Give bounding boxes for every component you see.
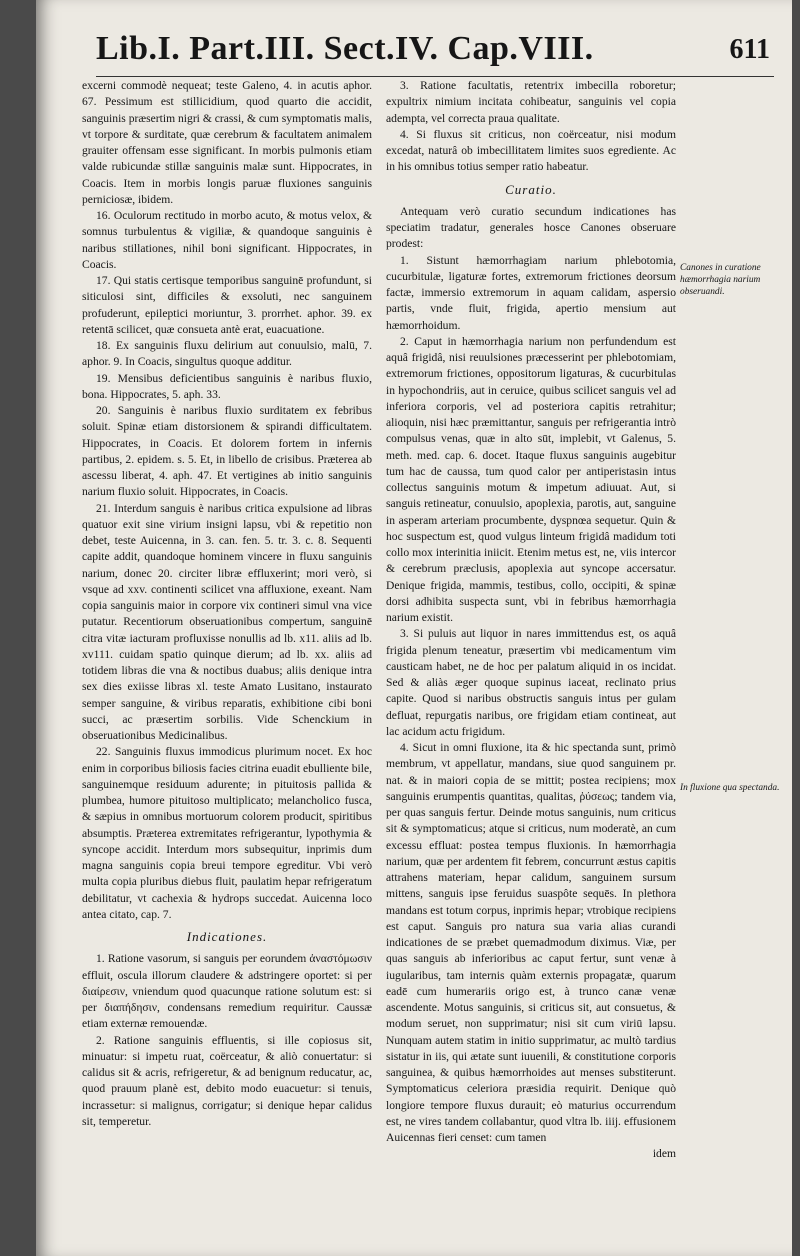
paragraph: excerni commodè nequeat; teste Galeno, 4. in acutis aphor. 67. Pessimum est stillicidium, quod quarto die accidit, sanguinis præsertim nigri & crassi, & cum symptomatis malis, vt torpore & surditate, quæ cerebrum & facultatem animalem grauiter offensam esse significant. In morbis pulmonis etiam valde rubicundæ stillæ sanguinis malæ sunt. Hippocrates, in Coacis. Item in morbis longis paruæ fluxiones sanguinis perniciosæ, ibidem. [82, 79, 372, 206]
paragraph: 1. Ratione vasorum, si sanguis per eorundem ἀναστόμωσιν effluit, oscula illorum claudere & adstringere oportet: si per διαίρεσιν, vniendum quod quacunque ratione solutum est: si per διαπήδησιν, condensans remedium requiritur. Caussæ etiam externæ remouendæ. [82, 952, 372, 1031]
paragraph: 1. Sistunt hæmorrhagiam narium phlebotomia, cucurbitulæ, ligaturæ fortes, extremorum frictiones deorsum factæ, immersio extremorum in aquam calidam, aspersio partis, vnde fluit, frigida, apertio mensium aut hæmorrhoidum. [386, 253, 676, 332]
paragraph: 4. Sicut in omni fluxione, ita & hic spectanda sunt, primò membrum, vt appellatur, mandans, siue quod sanguinem pr. nat. & in maiori copia de se mittit; postea recipiens; mox sanguinis erumpentis quantitas, qualitas, ῥύσεως; tandem via, per quas sanguis fertur. Deinde motus sanguinis, num criticus sit & symptomaticus; atque si criticus, num moderatè, an cum excessu effluat: postea tempus fluxionis. In hæmorrhagia narium, quæ per ardentem fit febrem, concurrunt æstus capitis attrahens materiam, hepar calidum, sanguinem sursum mittens, sanguis ipse feruidus suaspôte sequēs. In plethora mandans est totum corpus, inprimis hepar; vtrobique recipiens est caput. Sanguis pro natura sua varia alias curandi indicationes de se præbet quemadmodum diximus. Viæ, per quas sanguis ab inferioribus ac caput fertur, sunt venæ à iugularibus, tam internis quàm externis propagatæ, quarum eadē cum humerariis origo est, à trunco canæ venæ ascendente. Motus sanguinis, si criticus sit, aut consuetus, & modum seruet, non supprimatur; nisi sit cum viriū lapsu. Nunquam autem statim in initio supprimatur, ac multò tardius sistatur in iis, qui ætate sunt iuuenili, & constitutione corporis sanguinea, & quibus hæmorrhoides aut menses substiterunt. Symptomaticus celeriora præsidia requirit. Denique quò longiore tempore fluxus durauit; eò maturius occurrendum est, ne vires tandem collabantur, quod vltra lb. iiij. effusionem Auicennas fieri censet: cum tamen [386, 741, 676, 1144]
paragraph: 22. Sanguinis fluxus immodicus plurimum nocet. Ex hoc enim in corporibus biliosis facies citrina euadit ebulliente bile, sanguinemque residuum adurente; in pituitosis pallida & plumbea, humore pituitoso multiplicato; melancholico fusca, & sæpius in omnibus mortuorum colorem producit, spiritibus absumptis. Præterea extremitates refrigerantur, lypothymia & syncope accidit. Interdum mors subsequitur, inprimis dum magna sanguinis copia breui tempore egreditur. Vbi verò multa copia pluribus diebus fluit, paulatim hepar refrigeratum debilitatur, vt cachexia & hydrops succedat. Auicenna loco antea citato, cap. 7. [82, 745, 372, 921]
section-heading-curatio: Curatio. [505, 181, 557, 197]
paragraph: 19. Mensibus deficientibus sanguinis è naribus fluxio, bona. Hippocrates, 5. aph. 33. [82, 371, 372, 401]
running-header [96, 28, 774, 77]
paragraph: 3. Ratione facultatis, retentrix imbecilla roboretur; expultrix nimium incitata cohibeatur, sanguinis vel copia adempta, vel correcta praua qualitate. [386, 79, 676, 125]
margin-note-canones: Canones in curatione hæmorrhagia narium obseruandi. [680, 263, 761, 297]
paragraph: 20. Sanguinis è naribus fluxio surditatem ex febribus soluit. Spinæ etiam distorsionem & spirandi difficultatem. Hippocrates, in Coacis. Et dolorem fortem in infernis partibus, 2. epidem. s. 5. Et, in libello de crisibus. Præterea ab ascessu liberat, 4. aph. 47. Et vertigines ab initio sanguinis narium fluxio soluit. Hippocrates, in Coacis. [82, 404, 372, 499]
paragraph: 16. Oculorum rectitudo in morbo acuto, & motus velox, & somnus turbulentus & vigiliæ, & quandoque sanguinis è naribus stillationes, nihil boni significant. Hippocrates, in Coacis. [82, 209, 372, 271]
paragraph: 2. Caput in hæmorrhagia narium non perfundendum est aquâ frigidâ, nisi reuulsiones præcesserint per phlebotomiam, extremorum frictiones, oppositorum ligaturas, & cucurbitulas in hypochondriis, aut in ceruice, quibus scilicet sanguis vel ad inferiora corporis, vel ad posteriora capitis retrahitur; alioquin, nisi hæc præmittantur, sanguis per refrigerantia intrò compulsus venas, quæ in alto sūt, implebit, vt Galenus, 5. meth. med. cap. 6. docet. Itaque fluxus sanguinis augebitur tum hac de caussa, tum quod calor per antiperistasin intus collectus sanguinis motum & impetum adiuuat. Aut, si sanguis retineatur, conuulsio, apoplexia, parotis, aut, sanguine in asperam arteriam procumbente, dyspnœa sequetur. Quin & hoc suspectum est, quod vulgus linteum frigidâ madidum toti collo mox interinitia iniicit. Etenim metus est, ne, viis intercor & cerebrum præclusis, apoplexia aut syncope accersatur. Denique frigida, mammis, testibus, collo, occipiti, & spinæ dorsi adhibita suspecta sunt, vbi in febribus hæmorrhagia narium existit. [386, 334, 676, 624]
paragraph: 21. Interdum sanguis è naribus critica expulsione ad libras quatuor exit sine virium insigni lapsu, vbi & repetitio non debet, teste Auicenna, in 3. can. fen. 5. tr. 3. c. 8. Sequenti capite addit, quandoque hominem vincere in fluxu sanguinis narium, donec 20. circiter libræ effluxerint; mori verò, si vsque ad xxv. continenti scilicet vna affluxione, exeant. Nam copia sanguinis maior in corpore vix contineri simul vna vice putatur. Recentiorum obseruationibus compertum, sanguinē citra vitæ iacturam profluxisse nonullis ad lb. x11. aliis ad lb. xv111. cuidam spatio quinque dierum; ad lb. xx. aliis ad totidem libras die vna & noctibus duabus; aliis denique intra sex dies exiisse libras xl. teste Amato Lusitano, instaurato semper sanguine, & viribus reparatis, exhibitione cibi boni succi, ac præsertim sorbilis. Vide Schenckium in obseruationibus Medicinalibus. [82, 501, 372, 742]
page-number: 611 [729, 34, 770, 65]
section-heading-indicationes: Indicationes. [186, 929, 268, 944]
paragraph: 4. Si fluxus sit criticus, non coërceatur, nisi modum excedat, naturâ ob imbecillitatem limites suos egrediente. Ac in his omnibus totius semper ratio habeatur. [386, 127, 676, 174]
header-title: Lib.I. Part.III. Sect.IV. Cap.VIII. [96, 30, 594, 67]
paragraph: 2. Ratione sanguinis effluentis, si ille copiosus sit, minuatur: si impetu ruat, coërceatur, & aliò conuertatur: si calidus sit & acris, refrigeretur, & ad benignum reducatur, ac, quod prauum planè est, debito modo euacuetur: si tenuis, incrassetur: si malignus, corrigatur; si denique hepar calidus sit, temperetur. [82, 1033, 372, 1128]
paragraph: Antequam verò curatio secundum indicationes has speciatim tradatur, generales hosce Canones obseruare prodest: [386, 204, 676, 251]
paragraph: 18. Ex sanguinis fluxu delirium aut conuulsio, malū, 7. aphor. 9. In Coacis, singultus quoque additur. [82, 339, 372, 369]
paragraph: 17. Qui statis certisque temporibus sanguinē profundunt, si siticulosi sint, difficiles & exsoluti, nec sanguinem profuderunt, epileptici moriuntur, 3. prorrhet. aphor. 39. ex retentā scilicet, quæ consueta antè erat, euacuatione. [82, 274, 372, 336]
right-column [386, 78, 676, 1250]
margin-note-fluxione: In fluxione qua spectanda. [680, 783, 780, 793]
paragraph: 3. Si puluis aut liquor in nares immittendus est, os aquâ frigida plenum teneatur, præsertim vbi medicamentum vim causticam habet, ne de hoc per palatum aliquid in os incidat. Sed & aliàs æger quoque supinus iaceat, reclinato prius capite. Quod si naribus obstructis sanguis intus per gulam defluat, repurgatis naribus, ore frigidam etiam contineat, aut lac acidum actu frigidum. [386, 627, 676, 738]
catchword: idem [652, 1147, 676, 1161]
left-column [82, 78, 372, 1238]
book-page [36, 0, 792, 1256]
